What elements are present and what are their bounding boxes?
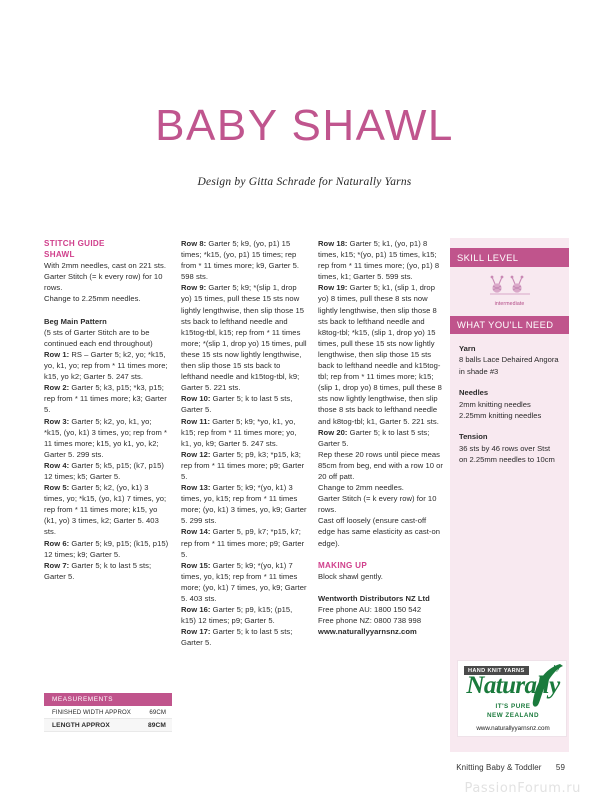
measurements-table — [44, 693, 172, 732]
pattern-row — [181, 560, 308, 604]
pattern-row-text: RS – Garter 5; k2, yo; *k15, yo, k1, yo; rep from * 11 times more; k15, yo k2; Garter 5. 247 sts. — [44, 349, 168, 382]
pattern-row-text: Garter 5; k2, yo, k1, yo; *k15, (yo, k1) 3 times, yo; rep from * 11 times more; k15, yo k1, yo, k2; Garter 5. 299 sts. — [44, 416, 168, 459]
shawl-heading: SHAWL — [44, 250, 75, 260]
pattern-row — [318, 238, 445, 282]
pattern-row-text: Garter 5; k to last 5 sts; Garter 5. — [44, 560, 152, 581]
making-up-text: Block shawl gently. — [318, 571, 383, 581]
publication-name: Knitting Baby & Toddler — [456, 763, 542, 772]
pattern-row-label: Row 7: — [44, 560, 70, 570]
beg-main-pattern-heading: Beg Main Pattern — [44, 316, 107, 326]
pattern-row — [44, 482, 171, 537]
closing-line-2: Change to 2mm needles. — [318, 483, 404, 493]
tension-text: 36 sts by 46 rows over Stst on 2.25mm needles to 10cm — [459, 443, 555, 465]
pattern-row-label: Row 10: — [181, 394, 211, 404]
pattern-row — [44, 349, 171, 382]
pattern-row-text: Garter 5; k9, (yo, p1) 15 times; *k15, (yo, p1) 15 times; rep from * 11 times more; k9, Garter 5. 598 sts. — [181, 239, 300, 282]
needles-line-2: 2.25mm knitting needles — [459, 411, 542, 421]
skill-level-caption: intermediate — [494, 300, 525, 307]
measurements-header: MEASUREMENTS — [44, 693, 172, 706]
page-footer — [456, 763, 565, 772]
pattern-row-label: Row 18: — [318, 239, 348, 248]
pattern-row-text: Garter 5; k2, (yo, k1) 3 times, yo; *k15, (yo, k1) 7 times, yo; rep from * 11 times more; k15, yo (k1, yo) 3 times, k2; Garter 5. 403 sts. — [44, 483, 167, 537]
intro-line-3: Change to 2.25mm needles. — [44, 294, 141, 304]
skill-level-indicator — [450, 267, 569, 307]
pattern-row — [181, 238, 308, 282]
tension-label: Tension — [459, 432, 488, 442]
spacer — [318, 549, 445, 560]
table-row — [44, 719, 172, 732]
watermark: PassionForum.ru — [464, 781, 581, 796]
phone-nz: Free phone NZ: 0800 738 998 — [318, 616, 422, 626]
yarn-ball-icon — [488, 275, 532, 300]
phone-au: Free phone AU: 1800 150 542 — [318, 605, 422, 615]
pattern-row-label: Row 5: — [44, 483, 70, 493]
pattern-row — [181, 393, 308, 415]
pattern-row-label: Row 15: — [181, 560, 211, 570]
strapline-line-2: NEW ZEALAND — [486, 711, 540, 719]
yarn-label: Yarn — [459, 344, 476, 353]
pattern-row-label: Row 16: — [181, 605, 211, 615]
pattern-row-label: Row 3: — [44, 416, 70, 426]
column-three-rows — [318, 238, 445, 449]
pattern-row-text: Garter 5; k3, p15; *k3, p15; rep from * 11 times more; k3; Garter 5. — [44, 383, 167, 415]
measurement-label: LENGTH APPROX — [52, 721, 110, 729]
pattern-row-label: Row 4: — [44, 460, 70, 470]
intro-line-2: Garter Stitch (= k every row) for 10 rows. — [44, 272, 163, 293]
naturally-brand-logo — [457, 660, 567, 737]
yarn-text: 8 balls Lace Dehaired Angora in shade #3 — [459, 355, 559, 376]
pattern-row — [181, 482, 308, 526]
making-up-heading: MAKING UP — [318, 560, 368, 570]
pattern-row-label: Row 13: — [181, 483, 211, 493]
beg-main-pattern-note: (5 sts of Garter Stitch are to be continued each end throughout) — [44, 327, 153, 348]
page-title: BABY SHAWL — [155, 101, 454, 150]
pattern-row-label: Row 19: — [318, 283, 348, 293]
pattern-row-label: Row 1: — [44, 349, 70, 359]
pattern-row-label: Row 17: — [181, 627, 211, 637]
pattern-row-text: Garter 5; k9; *yo, k1, yo, k15; rep from * 11 times more; yo, k1, yo, k9; Garter 5. 247 sts. — [181, 416, 297, 448]
pattern-row-label: Row 6: — [44, 538, 70, 548]
spacer — [44, 305, 171, 316]
pattern-row — [181, 416, 308, 449]
pattern-row-text: Garter 5; k9; *(yo, k1) 7 times, yo, k15; rep from * 11 times more; (yo, k1) 7 times, yo, k9; Garter 5. 403 sts. — [181, 560, 307, 603]
pattern-row — [44, 382, 171, 415]
intro-line-1: With 2mm needles, cast on 221 sts. — [44, 261, 166, 271]
pattern-row — [44, 560, 171, 582]
needles-label: Needles — [459, 388, 489, 398]
pattern-row-label: Row 11: — [181, 416, 211, 426]
pattern-row-text: Garter 5; k1, (yo, p1) 8 times, k15; *(yo, p1) 15 times, k15; rep from * 11 times more; (yo, p1) 8 times, k1; Garter 5. 599 sts. — [318, 239, 440, 282]
page-number: 59 — [555, 763, 565, 772]
brand-strapline — [458, 703, 568, 720]
table-row — [44, 706, 172, 719]
distributor-website[interactable]: www.naturallyyarnsnz.com — [318, 627, 417, 637]
column-two-rows — [181, 238, 308, 648]
pattern-row-text: Garter 5, p9, k7; *p15, k7; rep from * 11 times more; p9; Garter 5. — [181, 527, 305, 559]
pattern-row — [44, 538, 171, 560]
title-block — [0, 101, 609, 188]
closing-line-4: Cast off loosely (ensure cast-off edge has same elasticity as cast-on edge). — [318, 516, 441, 548]
logo-by-text: by — [553, 664, 560, 672]
what-you-need-body — [450, 334, 569, 466]
strapline-line-1: IT'S PURE — [495, 703, 531, 710]
pattern-row — [44, 416, 171, 460]
column-three — [318, 238, 445, 637]
pattern-row-text: Garter 5; k9; *(yo, k1) 3 times, yo, k15; rep from * 11 times more; (yo, k1) 3 times, yo, k9; Garter 5. 299 sts. — [181, 483, 307, 526]
needles-line-1: 2mm knitting needles — [459, 399, 531, 409]
pattern-row-text: Garter 5; k1, (slip 1, drop yo) 8 times, pull these 8 sts now lightly lengthwise, then slip those 8 sts back to lefthand needle and k8tog-tbl; *k15, (slip 1, drop yo) 15 times, pull these 15 sts now lightly lengthwise, then slip those 15 sts back to lefthand needle and k15tog-tbl; rep from * 11 times more; k15; (slip 1, drop yo) 8 times, pull these 8 sts now lightly lengthwise, then slip those 8 sts back to lefthand needle and k8tog-tbl; k1, Garter 5. 221 sts. — [318, 283, 442, 426]
pattern-row-label: Row 12: — [181, 449, 211, 459]
pattern-row-label: Row 14: — [181, 527, 211, 537]
measurement-value: 69CM — [149, 708, 166, 716]
pattern-row — [181, 282, 308, 393]
pattern-row — [181, 449, 308, 482]
pattern-row-text: Garter 5; k9; *(slip 1, drop yo) 15 times, pull these 15 sts now lightly lengthwise, then slip those 15 sts back to lefthand needle and k15tog-tbl, k15; rep from * 11 times more; *(slip 1, drop yo) 15 times, pull these 15 sts now lightly lengthwise, then slip those 15 sts back to lefthand needle and k15tog-tbl, k9; Garter 5. 221 sts. — [181, 283, 307, 393]
pattern-row — [44, 460, 171, 482]
spacer — [459, 377, 559, 387]
pattern-row — [318, 282, 445, 426]
closing-line-3: Garter Stitch (= k every row) for 10 rows. — [318, 494, 437, 515]
spacer — [318, 582, 445, 593]
pattern-row — [181, 626, 308, 648]
skill-level-header: SKILL LEVEL — [450, 248, 569, 267]
pattern-row-text: Garter 5; k5, p15; (k7, p15) 12 times; k5; Garter 5. — [44, 460, 164, 481]
closing-line-1: Rep these 20 rows until piece meas 85cm from beg, end with a row 10 or 20 off patt. — [318, 449, 443, 481]
pattern-row-text: Garter 5; k9, p15; (k15, p15) 12 times; k9; Garter 5. — [44, 538, 169, 559]
column-one — [44, 238, 171, 582]
what-you-need-header: WHAT YOU'LL NEED — [450, 316, 569, 335]
brand-name: Naturally — [466, 672, 560, 699]
pattern-row-label: Row 2: — [44, 383, 70, 393]
pattern-row-text: Garter 5; k to last 5 sts; Garter 5. — [181, 627, 293, 648]
distributor-name: Wentworth Distributors NZ Ltd — [318, 594, 430, 603]
hand-knit-yarns-tag: HAND KNIT YARNS — [464, 666, 529, 675]
column-two — [181, 238, 308, 648]
spacer — [459, 421, 559, 431]
measurement-value: 89CM — [148, 721, 166, 729]
pattern-row — [181, 604, 308, 626]
pattern-columns — [44, 238, 454, 748]
pattern-row-label: Row 9: — [181, 283, 207, 293]
pattern-row — [318, 427, 445, 449]
stitch-guide-heading: STITCH GUIDE — [44, 239, 105, 248]
pattern-row-text: Garter 5; p9, k3; *p15, k3; rep from * 11 times more; p9; Garter 5. — [181, 449, 305, 481]
pattern-row-label: Row 20: — [318, 427, 348, 437]
pattern-row — [181, 526, 308, 559]
column-one-rows — [44, 349, 171, 582]
brand-website[interactable]: www.naturallyyarnsnz.com — [476, 725, 550, 732]
pattern-row-text: Garter 5; k to last 5 sts; Garter 5. — [318, 427, 430, 448]
pattern-row-label: Row 8: — [181, 239, 207, 248]
measurement-label: FINISHED WIDTH APPROX — [52, 708, 131, 716]
pattern-row-text: Garter 5; p9, k15; (p15, k15) 12 times; p9; Garter 5. — [181, 605, 293, 626]
design-credit: Design by Gitta Schrade for Naturally Yarns — [197, 176, 412, 188]
pattern-row-text: Garter 5; k to last 5 sts, Garter 5. — [181, 394, 293, 415]
